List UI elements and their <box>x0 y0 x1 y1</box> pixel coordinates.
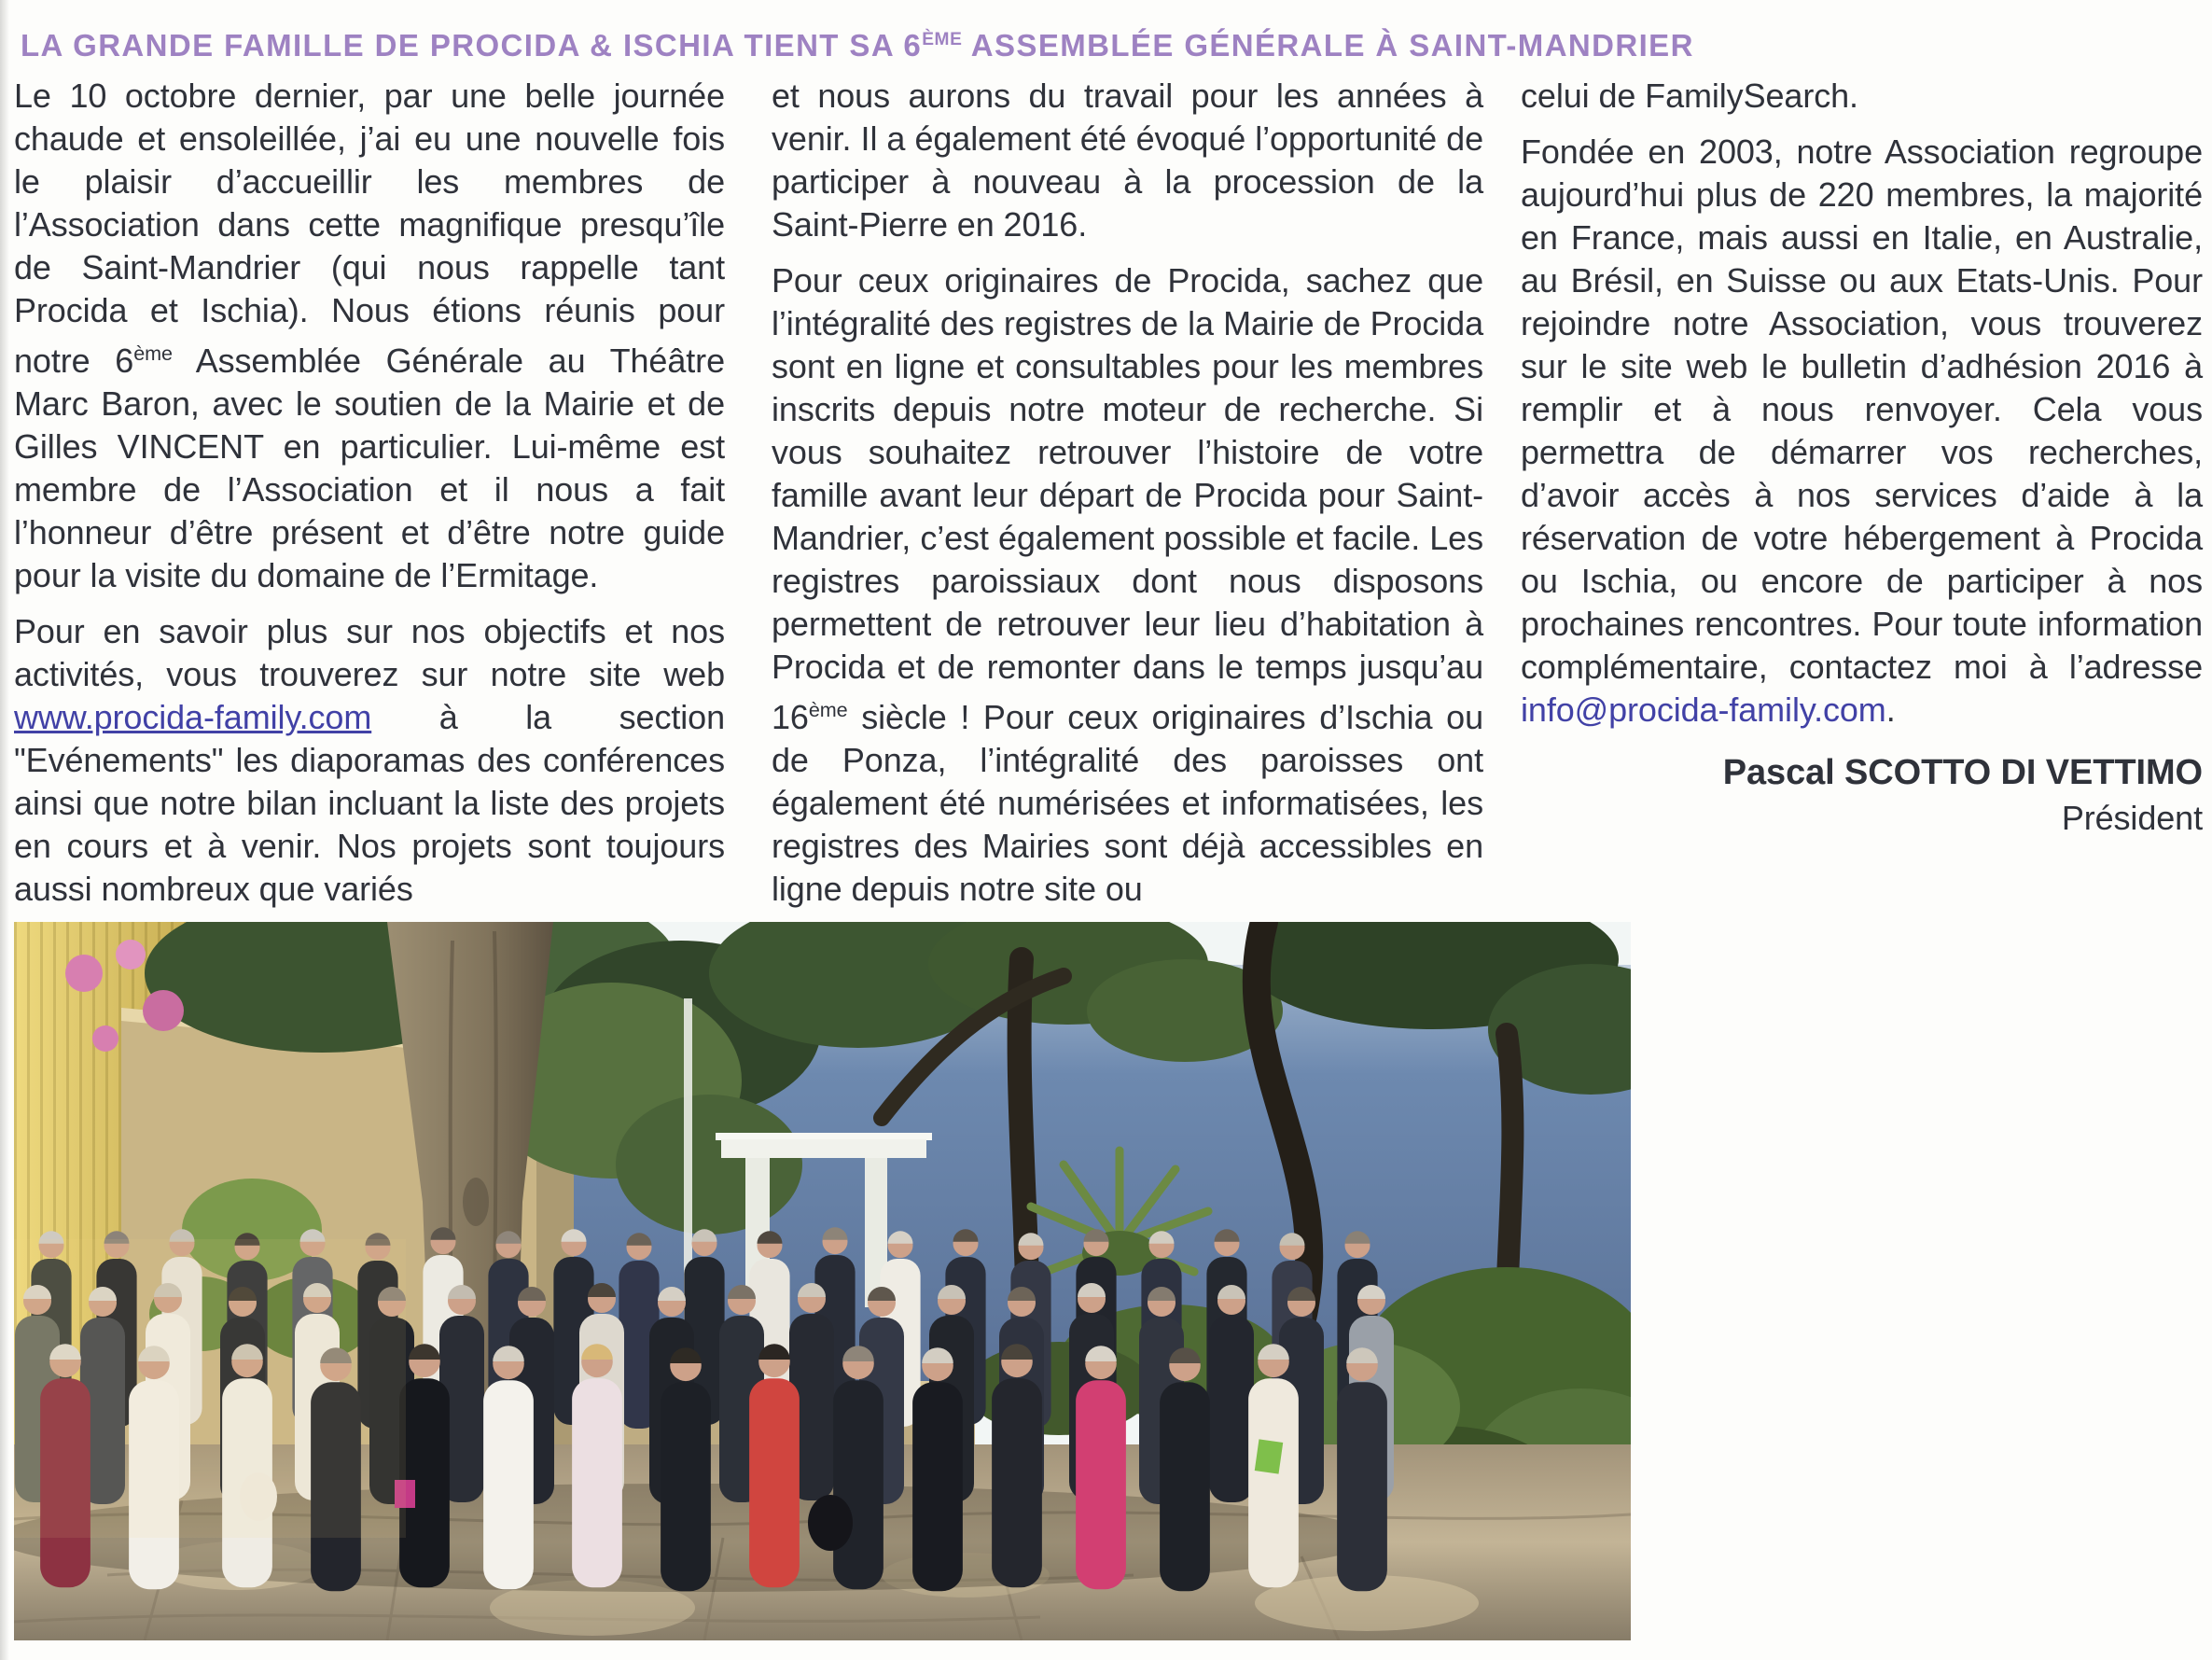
paragraph-website-text-end: à la section "Evénements" les diaporamas des conférences ainsi que notre bilan incluant la liste des projets en cours et à venir. Nos projets sont toujours aussi nombreux que variés <box>14 698 725 908</box>
paragraph-intro <box>14 75 725 597</box>
title-text-end: ASSEMBLÉE GÉNÉRALE À SAINT-MANDRIER <box>962 28 1694 63</box>
signature-block <box>1521 750 2203 842</box>
paragraph-association-text: Fondée en 2003, notre Association regroupe aujourd’hui plus de 220 membres, la majorité en France, mais aussi en Italie, en Australie, au Brésil, en Suisse ou aux Etats-Unis. Pour rejoindre notre Association, vous trouverez sur le site web le bulletin d’adhésion 2016 à remplir et à nous renvoyer. Cela vous permettra de démarrer vos recherches, d’avoir accès à nos services d’aide à la réservation de votre hébergement à Procida ou Ischia, ou encore de participer à nos prochaines rencontres. Pour toute information complémentaire, contactez moi à l’adresse <box>1521 133 2203 686</box>
scan-edge-shading <box>0 0 9 1660</box>
ordinal-superscript: ème <box>133 342 173 365</box>
text-column-2 <box>772 75 1483 911</box>
title-superscript: ÈME <box>922 30 963 50</box>
ordinal-superscript: ème <box>808 698 848 721</box>
text-column-1 <box>14 75 725 911</box>
signature-role: Président <box>2061 799 2203 837</box>
black-bag <box>808 1495 853 1551</box>
paragraph-intro-text-end: Assemblée Générale au Théâtre Marc Baron, avec le soutien de la Mairie et de Gilles VINCENT en particulier. Lui-même est membre de l’Association et il nous a fait l’honneur d’être présent et d’être notre guide pour la visite du domaine de l’Ermitage. <box>14 342 725 594</box>
signature-name: Pascal SCOTTO DI VETTIMO <box>1722 753 2203 792</box>
email-link[interactable]: info@procida-family.com <box>1521 691 1886 729</box>
green-booklet <box>1255 1439 1283 1473</box>
paragraph-website-text: Pour en savoir plus sur nos objectifs et nos activités, vous trouverez sur notre site web <box>14 612 725 693</box>
group-photo <box>14 922 1631 1640</box>
text-column-3 <box>1521 75 2203 842</box>
paragraph-intro-text: Le 10 octobre dernier, par une belle journée chaude et ensoleillée, j’ai eu une nouvelle fois le plaisir d’accueillir les membres de l’Association dans cette magnifique presqu’île de Saint-Mandrier (qui nous rappelle tant Procida et Ischia). Nous étions réunis pour notre 6 <box>14 77 725 380</box>
paragraph-website <box>14 610 725 911</box>
paragraph-association <box>1521 131 2203 732</box>
paragraph-registres <box>772 259 1483 911</box>
paragraph-projects: et nous aurons du travail pour les années à venir. Il a également été évoqué l’opportunité de participer à nouveau à la procession de la Saint-Pierre en 2016. <box>772 77 1483 244</box>
paragraph-familysearch: celui de FamilySearch. <box>1521 77 1858 115</box>
page-title <box>21 28 2194 63</box>
sunlight-wash <box>14 1239 406 1538</box>
title-text: LA GRANDE FAMILLE DE PROCIDA & ISCHIA TIENT SA 6 <box>21 28 923 63</box>
website-link[interactable]: www.procida-family.com <box>14 698 372 736</box>
group-photo-illustration <box>14 922 1631 1640</box>
paragraph-registres-text: Pour ceux originaires de Procida, sachez que l’intégralité des registres de la Mairie de Procida sont en ligne et consultables pour les membres inscrits depuis notre moteur de recherche. Si vous souhaitez retrouver l’histoire de votre famille avant leur départ de Procida pour Saint-Mandrier, c’est également possible et facile. Les registres paroissiaux dont nous disposons permettent de retrouver leur lieu d’habitation à Procida et de remonter dans le temps jusqu’au 16 <box>772 261 1483 736</box>
paragraph-association-text-end: . <box>1885 691 1896 729</box>
paragraph-registres-text-end: siècle ! Pour ceux originaires d’Ischia ou de Ponza, l’intégralité des paroisses ont également été numérisées et informatisées, les registres des Mairies sont déjà accessibles en ligne depuis notre site ou <box>772 698 1483 908</box>
